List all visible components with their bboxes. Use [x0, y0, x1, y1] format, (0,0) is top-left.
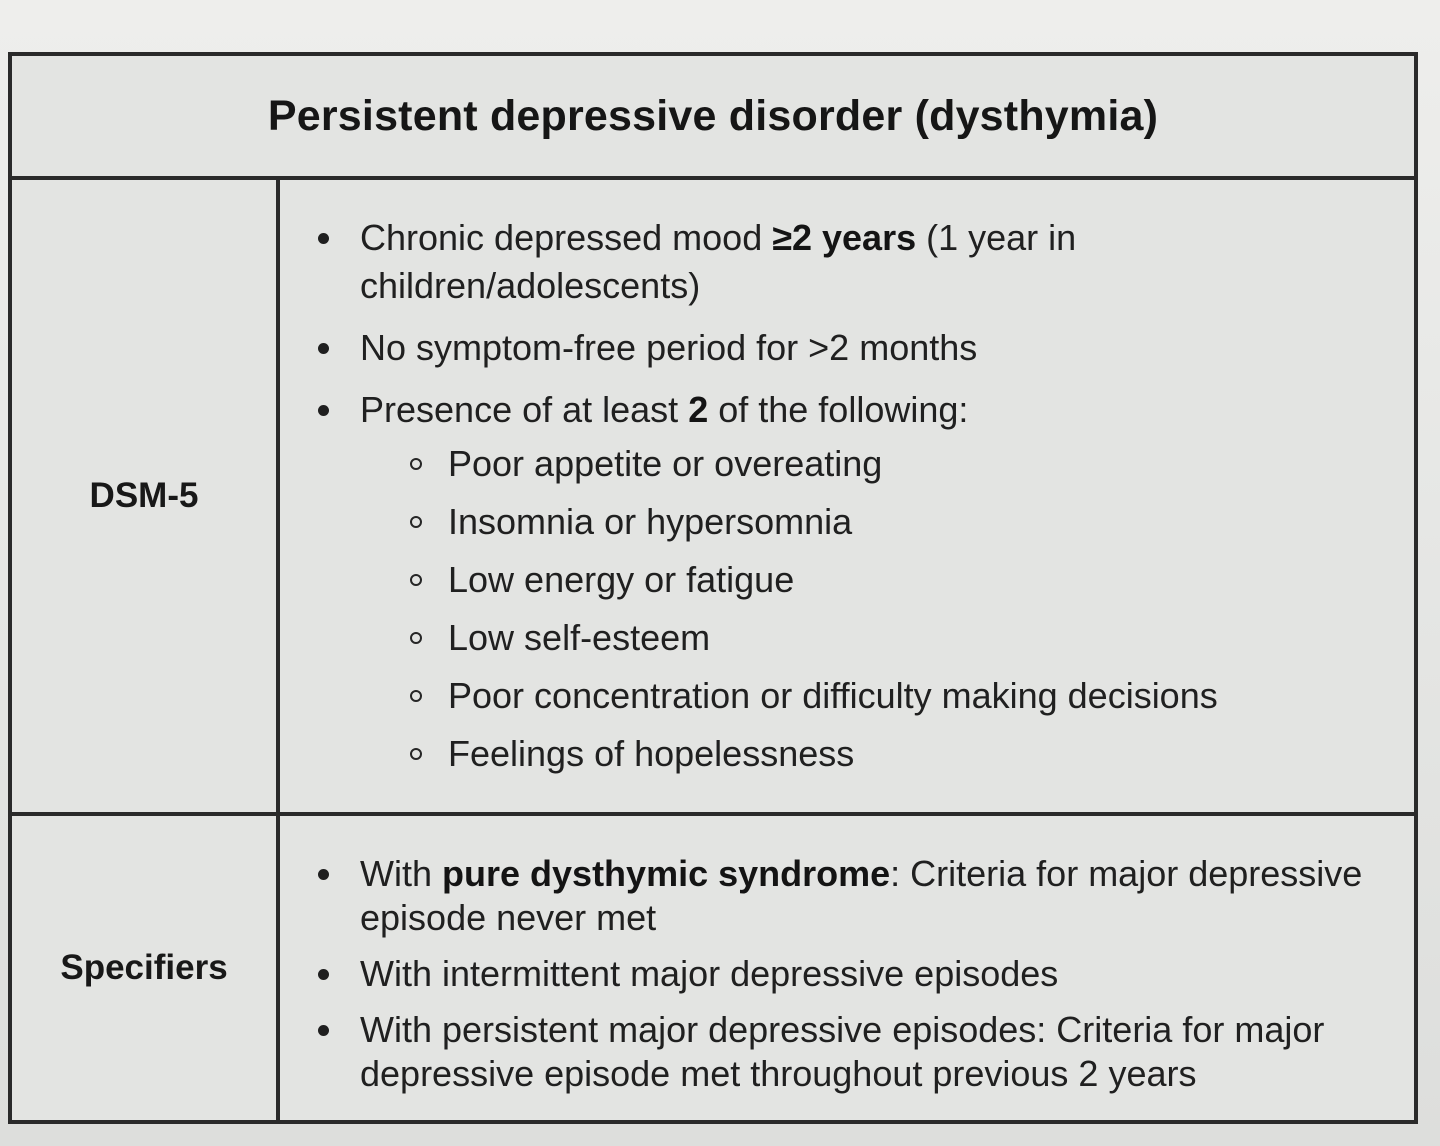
- sublist-item: [406, 440, 1374, 488]
- sublist-item: [406, 730, 1374, 778]
- table-title: Persistent depressive disorder (dysthymia): [12, 56, 1414, 180]
- specifiers-list: [314, 852, 1374, 1096]
- item-text: : Criteria for major depressive episode never met: [360, 853, 1363, 938]
- bullet-dot-icon: [318, 405, 329, 416]
- subitem-text: Feelings of hopelessness: [448, 733, 855, 774]
- item-text: With intermittent major depressive episodes: [360, 953, 1059, 994]
- symptom-sublist: [406, 440, 1374, 778]
- list-item: [314, 952, 1374, 996]
- hollow-circle-icon: [410, 458, 422, 470]
- item-text: of the following:: [708, 389, 969, 430]
- subitem-text: Poor concentration or difficulty making decisions: [448, 675, 1218, 716]
- item-bold-text: ≥2 years: [772, 217, 917, 258]
- item-text: (1 year in children/adolescents): [360, 217, 1077, 306]
- hollow-circle-icon: [410, 748, 422, 760]
- list-item: [314, 852, 1374, 940]
- sublist-item: [406, 672, 1374, 720]
- hollow-circle-icon: [410, 516, 422, 528]
- bullet-dot-icon: [318, 869, 329, 880]
- list-item: [314, 1008, 1374, 1096]
- subitem-text: Insomnia or hypersomnia: [448, 501, 853, 542]
- subitem-text: Low self-esteem: [448, 617, 711, 658]
- bullet-dot-icon: [318, 343, 329, 354]
- item-bold-text: pure dysthymic syndrome: [442, 853, 891, 894]
- subitem-text: Low energy or fatigue: [448, 559, 795, 600]
- item-bold-text: 2: [688, 389, 709, 430]
- sublist-item: [406, 556, 1374, 604]
- hollow-circle-icon: [410, 632, 422, 644]
- bullet-dot-icon: [318, 1025, 329, 1036]
- sublist-item: [406, 614, 1374, 662]
- bullet-dot-icon: [318, 969, 329, 980]
- row-label-specifiers: Specifiers: [12, 816, 280, 1120]
- bullet-dot-icon: [318, 233, 329, 244]
- dsm5-criteria-cell: [280, 180, 1414, 816]
- row-label-dsm5: DSM-5: [12, 180, 280, 816]
- sublist-item: [406, 498, 1374, 546]
- item-text: No symptom-free period for >2 months: [360, 327, 978, 368]
- list-item: [314, 386, 1374, 778]
- item-text: Chronic depressed mood: [360, 217, 773, 258]
- item-text: Presence of at least: [360, 389, 689, 430]
- item-text: With persistent major depressive episodes: Criteria for major depressive episode met throughout previous 2 years: [360, 1009, 1325, 1094]
- list-item: [314, 214, 1374, 310]
- list-item: [314, 324, 1374, 372]
- subitem-text: Poor appetite or overeating: [448, 443, 883, 484]
- item-text: With: [360, 853, 443, 894]
- dsm5-criteria-list: [314, 214, 1374, 778]
- specifiers-cell: [280, 816, 1414, 1120]
- hollow-circle-icon: [410, 574, 422, 586]
- criteria-table: [8, 52, 1418, 1124]
- hollow-circle-icon: [410, 690, 422, 702]
